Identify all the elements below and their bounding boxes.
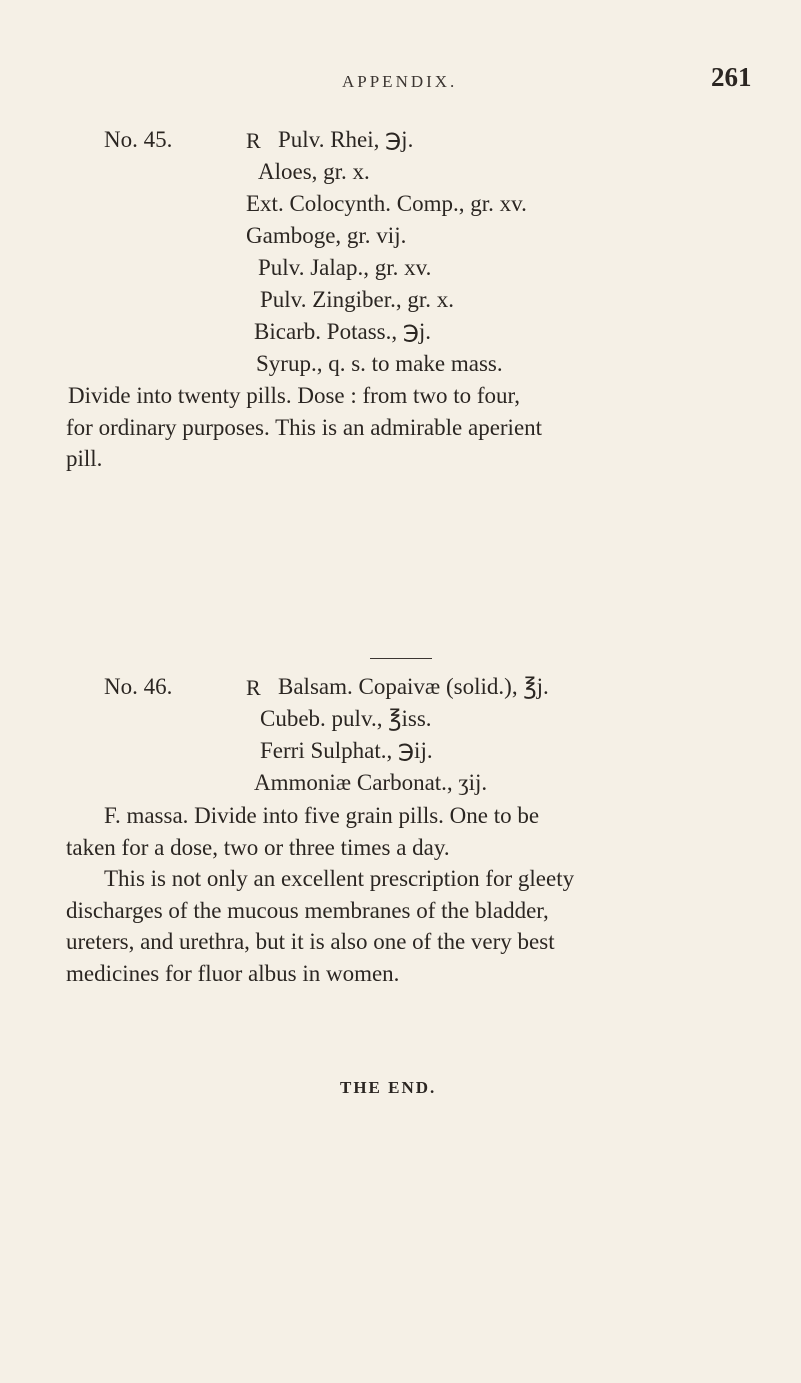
paragraph-line: F. massa. Divide into five grain pills. One to be [104,803,540,828]
ingredient-line: Aloes, gr. x. [258,159,370,184]
ingredient-line: Pulv. Zingiber., gr. x. [260,287,455,312]
page-header [0,62,801,102]
paragraph-line: discharges of the mucous membranes of the bladder, [66,897,549,923]
paragraph-line: medicines for fluor albus in women. [66,960,400,986]
ingredient-line: Cubeb. pulv., ℥iss. [260,706,432,731]
section-divider [370,658,432,659]
paragraph-line: pill. [66,446,103,471]
recipe-symbol: R [246,128,261,153]
paragraph-line: Divide into twenty pills. Dose : from two to four, [68,383,521,408]
paragraph-line: ureters, and urethra, but it is also one of the very best [66,929,555,954]
ingredient-line: Ferri Sulphat., ℈ij. [260,738,433,763]
directions-paragraph [66,380,736,475]
ingredient-line: Pulv. Jalap., gr. xv. [258,255,432,280]
prescription-number: No. 45. [104,127,173,152]
closing-text: THE END. [340,1078,437,1097]
ingredient-line: Ammoniæ Carbonat., ʒij. [254,770,488,795]
ingredient-line: Ext. Colocynth. Comp., gr. xv. [246,191,527,216]
paragraph-line: This is not only an excellent prescription for gleety [104,866,575,891]
ingredient-line: Gamboge, gr. vij. [246,223,407,248]
ingredient-line: Pulv. Rhei, ℈j. [278,127,414,152]
paragraph-line: for ordinary purposes. This is an admirable aperient [66,414,543,440]
paragraph-line: taken for a dose, two or three times a day. [66,834,450,860]
recipe-symbol: R [246,675,261,700]
running-head: APPENDIX. [342,72,458,91]
page-number: 261 [711,62,752,92]
directions-paragraph [66,800,736,863]
ingredient-line: Bicarb. Potass., ℈j. [254,319,432,344]
ingredient-line: Balsam. Copaivæ (solid.), ℥j. [278,674,549,699]
ingredient-line: Syrup., q. s. to make mass. [256,351,503,376]
prescription-number: No. 46. [104,674,173,699]
commentary-paragraph [66,863,736,989]
